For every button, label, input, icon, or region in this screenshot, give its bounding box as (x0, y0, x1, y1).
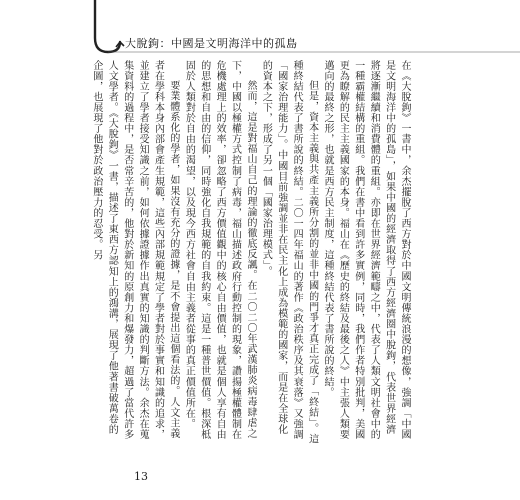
running-head: 大脫鉤：中國是文明海洋中的孤島 (125, 37, 298, 50)
paragraph: 但是，資本主義與共產主義所分割的並非中國的門爭才真正完成了「終結」。這種終結代表了書所說的終結。二〇一四年福山的著作《政治秩序及其衰落》又強調「國家治理能力」。中國目前強調並非在民主化上成為模範的國家，而是在全球化的資本之下，形成了另一個「國家治理模式」。 (260, 60, 318, 445)
paragraph: 在《大脫鉤》一書中，余杰擺脫了西方對於中國文明傳統浪漫的想像，強調「中國是文明海洋中的孤島」，如果中國的經濟取得了西方經濟圈中脫鉤，代表世界經濟將逐漸繼續和消費體的重組。亦即在世界經濟範疇之中，代表了人類文明社會中的一種霸權結構的重組。我們在書中看到許多實例，同時，我們作者特別批判，美國更為瞭解的民主主義國家的本身。福山在《歷史的終結及最後之人》中主張人類要邁向的最終之形，也就是西方民主制度，這種終結代表了書所說的終結。 (321, 60, 410, 440)
page-number: 13 (134, 470, 148, 483)
paragraph: 然而，這是對福山自己的理論的徹底反諷。在二〇二〇年武漢肺炎病毒肆虐之下，中國以極權方式控制了病毒，福山描述政府行動控制的現象，讚揚極權體制在危機處理上的效率，卻忽略了西方價值觀中的核心自由價值，也就是個人享有自由的思想和自由的信仰，同時強化自我規範的自我約束。這是一種普世價值。根深柢固於人類對於自由的渴望，以及現今西方社會自由主義者從事的真正價值所在。 (183, 60, 256, 440)
paragraph: 要業體系化的學者，如果沒有充分的證據，是不會提出這個看法的。人文主義者在學科本身內部會產生規範，這些內部規範規定了學者對於事實和知識的追求，並建立了學者接受知識之前，如何依據證據作出真實的知識的判斷方法。余杰在蒐集資料的過程中，是否常辛苦的，他對於新知的原創力和爆發力，超過了當代許多人文學者。《大脫鉤》一書，描述了東西方認知上的鴻溝，展現了他著書破萬卷的企圖，也展現了他對於政治壓力的忍受。另 (90, 60, 179, 440)
body-text (90, 60, 412, 445)
